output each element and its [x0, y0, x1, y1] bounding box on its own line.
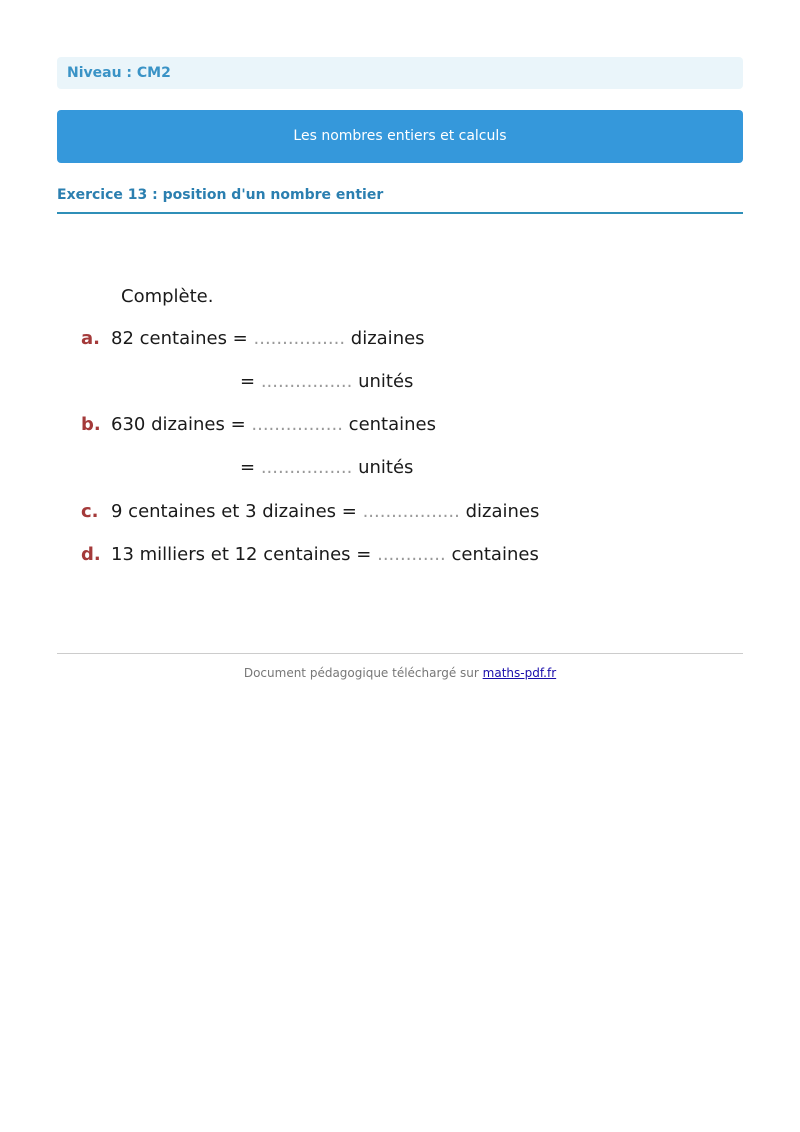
item-line — [240, 457, 413, 478]
exercise-title-text: Exercice 13 : position d'un nombre entier — [57, 187, 384, 203]
title-banner — [57, 110, 743, 163]
item-line — [111, 544, 539, 565]
item-letter: a. — [81, 328, 100, 349]
item-expression: 13 milliers et 12 centaines = — [111, 544, 372, 565]
item-line — [111, 501, 539, 522]
footer — [57, 666, 743, 680]
item-unit: dizaines — [465, 501, 540, 522]
answer-blank[interactable]: ................. — [362, 501, 460, 522]
level-box — [57, 57, 743, 89]
item-expression: = — [240, 371, 256, 392]
item-letter: c. — [81, 501, 99, 522]
answer-blank[interactable]: ................ — [260, 371, 353, 392]
item-line — [111, 328, 425, 349]
answer-blank[interactable]: ............ — [377, 544, 446, 565]
footer-text: Document pédagogique téléchargé sur — [243, 666, 479, 680]
item-expression: 82 centaines = — [111, 328, 248, 349]
item-letter: b. — [81, 414, 101, 435]
item-expression: 9 centaines et 3 dizaines = — [111, 501, 357, 522]
instruction: Complète. — [121, 286, 214, 307]
exercise-area — [57, 280, 743, 580]
item-unit: unités — [358, 371, 414, 392]
level-label: Niveau : CM2 — [67, 65, 171, 81]
answer-blank[interactable]: ................ — [260, 457, 353, 478]
footer-divider — [57, 653, 743, 654]
item-letter: d. — [81, 544, 101, 565]
item-unit: unités — [358, 457, 414, 478]
item-expression: = — [240, 457, 256, 478]
footer-link[interactable]: maths-pdf.fr — [482, 666, 557, 680]
answer-blank[interactable]: ................ — [253, 328, 346, 349]
item-line — [111, 414, 436, 435]
item-unit: centaines — [348, 414, 436, 435]
banner-title: Les nombres entiers et calculs — [293, 128, 507, 144]
item-expression: 630 dizaines = — [111, 414, 246, 435]
item-line — [240, 371, 413, 392]
item-unit: dizaines — [350, 328, 425, 349]
item-unit: centaines — [451, 544, 539, 565]
answer-blank[interactable]: ................ — [251, 414, 343, 435]
exercise-title — [57, 185, 743, 214]
